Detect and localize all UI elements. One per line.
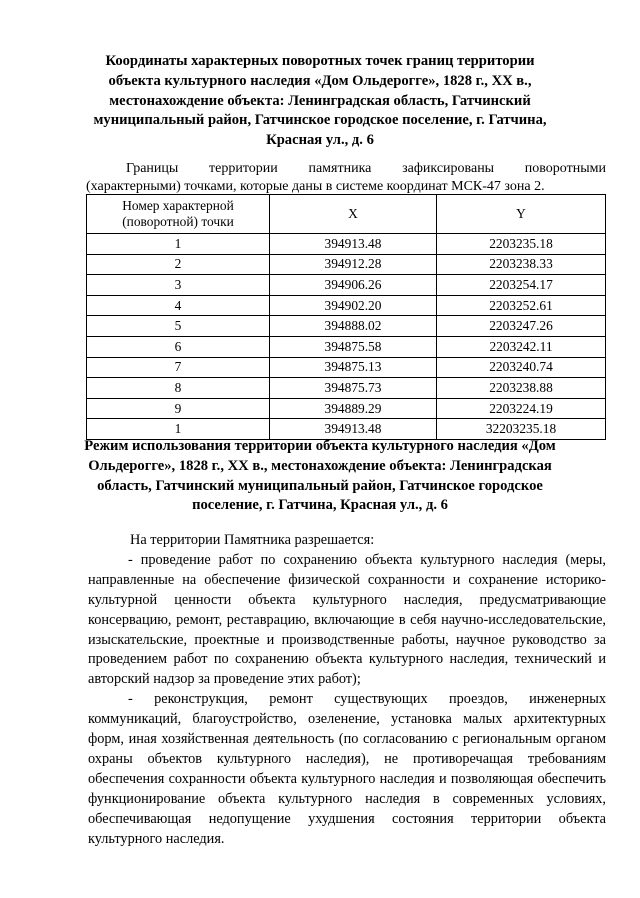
coordinates-title: Координаты характерных поворотных точек границ территории объекта культурного наследия «Дом Ольдерогге», 1828 г., XX в., местонахождение объекта: Ленинградская область, Гатчинский муниципальный район, Гатчинское городское поселение, г. Гатчина, Красная ул., д. 6 [93,53,547,149]
point-x: 394875.58 [270,336,437,357]
point-number: 2 [87,254,270,275]
intro-line-2: (характерными) точками, которые даны в системе координат МСК-47 зона 2. [86,179,545,194]
intro-line-1: Границы территории памятника зафиксированы поворотными [126,161,606,176]
table-header-row [87,195,606,234]
point-number: 3 [87,275,270,296]
permitted-item: - проведение работ по сохранению объекта культурного наследия (меры, направленные на обеспечение физической сохранности и сохранение историко-культурной ценности объекта культурного наследия, предусматривающие консервацию, ремонт, реставрацию, включающие в себя научно-исследовательские, изыскательские, проектные и производственные работы, научное руководство за проведением работ по сохранению объекта культурного наследия, технический и авторский надзор за проведение этих работ); [88,551,606,688]
point-number: 1 [87,419,270,440]
header-x: X [270,195,437,234]
point-number: 1 [87,234,270,255]
table-row [87,336,606,357]
point-x: 394875.13 [270,357,437,378]
point-x: 394913.48 [270,234,437,255]
point-x: 394889.29 [270,398,437,419]
point-y: 2203238.88 [437,378,606,399]
permitted-uses-section [88,531,606,850]
point-number: 8 [87,378,270,399]
table-row [87,234,606,255]
intro-paragraph [86,160,606,196]
point-y: 2203235.18 [437,234,606,255]
point-y: 2203240.74 [437,357,606,378]
permitted-item: - реконструкция, ремонт существующих проездов, инженерных коммуникаций, благоустройство, озеленение, установка малых архитектурных форм, иная хозяйственная деятельность (по согласованию с региональным органом охраны объектов культурного наследия), не противоречащая требованиям обеспечения сохранности объекта культурного наследия и позволяющая обеспечить функционирование объекта культурного наследия в современных условиях, обеспечивающая недопущение ухудшения состояния территории объекта культурного наследия. [88,691,606,847]
permitted-lead: На территории Памятника разрешается: [130,532,375,548]
point-y: 2203242.11 [437,336,606,357]
point-y: 32203235.18 [437,419,606,440]
point-x: 394906.26 [270,275,437,296]
table-row [87,316,606,337]
point-x: 394875.73 [270,378,437,399]
point-x: 394902.20 [270,295,437,316]
point-y: 2203254.17 [437,275,606,296]
table-row [87,275,606,296]
point-y: 2203224.19 [437,398,606,419]
point-x: 394912.28 [270,254,437,275]
point-y: 2203238.33 [437,254,606,275]
point-number: 9 [87,398,270,419]
regime-title: Режим использования территории объекта культурного наследия «Дом Ольдерогге», 1828 г., XX в., местонахождение объекта: Ленинградская область, Гатчинский муниципальный район, Гатчинское городское поселение, г. Гатчина, Красная ул., д. 6 [84,438,556,514]
point-number: 6 [87,336,270,357]
header-point-number: Номер характерной (поворотной) точки [87,195,270,234]
table-row [87,357,606,378]
point-y: 2203247.26 [437,316,606,337]
table-row [87,295,606,316]
table-row [87,398,606,419]
point-number: 4 [87,295,270,316]
table-row [87,378,606,399]
header-y: Y [437,195,606,234]
coordinates-table [86,194,606,440]
point-x: 394913.48 [270,419,437,440]
table-row [87,254,606,275]
point-number: 7 [87,357,270,378]
point-number: 5 [87,316,270,337]
point-y: 2203252.61 [437,295,606,316]
point-x: 394888.02 [270,316,437,337]
